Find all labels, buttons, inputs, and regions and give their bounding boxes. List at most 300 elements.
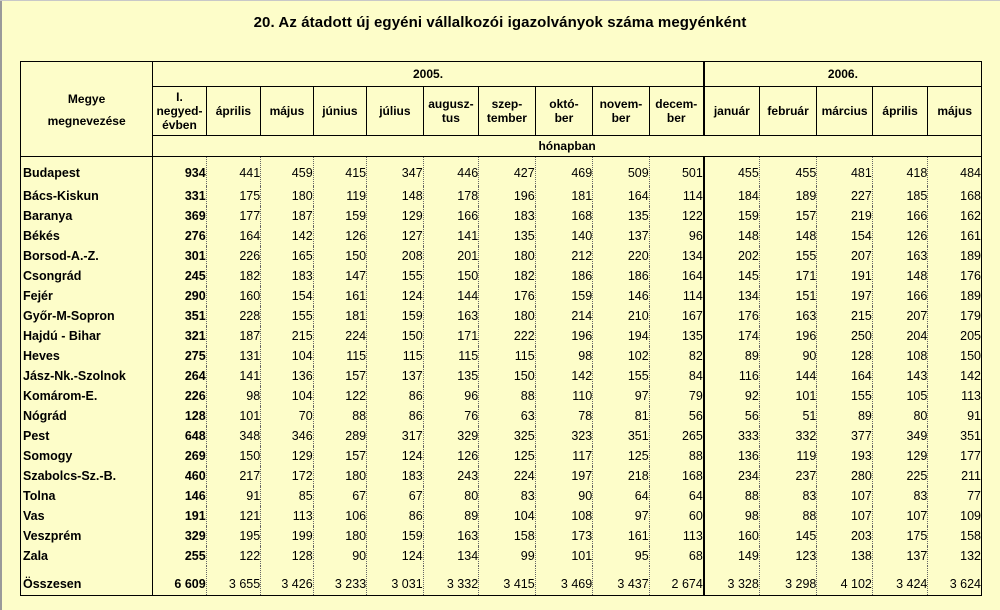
value-cell: 225 — [872, 466, 928, 486]
value-cell: 220 — [593, 246, 650, 266]
value-cell: 101 — [535, 546, 593, 566]
value-cell: 243 — [423, 466, 479, 486]
value-cell: 289 — [313, 426, 366, 446]
value-cell: 176 — [704, 306, 760, 326]
value-cell: 455 — [759, 157, 817, 187]
month-2005-header-line: július — [379, 104, 411, 118]
county-name: Pest — [21, 426, 153, 446]
value-cell: 77 — [928, 486, 982, 506]
value-cell: 134 — [704, 286, 760, 306]
value-cell: 176 — [479, 286, 536, 306]
total-value-cell: 3 437 — [593, 566, 650, 596]
value-cell: 177 — [928, 446, 982, 466]
county-name: Somogy — [21, 446, 153, 466]
value-cell: 176 — [928, 266, 982, 286]
value-cell: 212 — [535, 246, 593, 266]
value-cell: 164 — [593, 186, 650, 206]
value-cell: 83 — [479, 486, 536, 506]
value-cell: 155 — [817, 386, 873, 406]
value-cell: 155 — [759, 246, 817, 266]
value-cell: 321 — [153, 326, 206, 346]
value-cell: 159 — [367, 306, 424, 326]
value-cell: 104 — [261, 346, 313, 366]
month-2005-header — [367, 87, 424, 136]
month-2005-header-line: május — [269, 104, 305, 118]
value-cell: 331 — [153, 186, 206, 206]
value-cell: 155 — [261, 306, 313, 326]
value-cell: 159 — [313, 206, 366, 226]
value-cell: 329 — [153, 526, 206, 546]
value-cell: 166 — [423, 206, 479, 226]
value-cell: 180 — [313, 526, 366, 546]
value-cell: 204 — [872, 326, 928, 346]
value-cell: 427 — [479, 157, 536, 187]
page-title: 20. Az átadott új egyéni vállalkozói igazolványok száma megyénként — [253, 14, 747, 31]
value-cell: 134 — [649, 246, 704, 266]
value-cell: 351 — [928, 426, 982, 446]
value-cell: 91 — [928, 406, 982, 426]
table-body — [21, 157, 982, 596]
value-cell: 301 — [153, 246, 206, 266]
value-cell: 226 — [206, 246, 261, 266]
value-cell: 227 — [817, 186, 873, 206]
value-cell: 157 — [759, 206, 817, 226]
value-cell: 160 — [704, 526, 760, 546]
month-2005-header — [479, 87, 536, 136]
total-value-cell: 4 102 — [817, 566, 873, 596]
month-2006-header-line: május — [937, 104, 973, 118]
value-cell: 202 — [704, 246, 760, 266]
value-cell: 210 — [593, 306, 650, 326]
county-name: Szabolcs-Sz.-B. — [21, 466, 153, 486]
value-cell: 142 — [261, 226, 313, 246]
month-2005-header-line: június — [322, 104, 358, 118]
value-cell: 83 — [872, 486, 928, 506]
value-cell: 255 — [153, 546, 206, 566]
value-cell: 114 — [649, 186, 704, 206]
value-cell: 115 — [479, 346, 536, 366]
value-cell: 155 — [593, 366, 650, 386]
value-cell: 83 — [759, 486, 817, 506]
value-cell: 175 — [872, 526, 928, 546]
value-cell: 96 — [423, 386, 479, 406]
value-cell: 122 — [649, 206, 704, 226]
value-cell: 166 — [872, 286, 928, 306]
value-cell: 182 — [206, 266, 261, 286]
q1-header-line: évben — [162, 118, 197, 132]
value-cell: 97 — [593, 506, 650, 526]
value-cell: 184 — [704, 186, 760, 206]
value-cell: 126 — [423, 446, 479, 466]
value-cell: 346 — [261, 426, 313, 446]
county-name: Hajdú - Bihar — [21, 326, 153, 346]
value-cell: 125 — [479, 446, 536, 466]
value-cell: 86 — [367, 406, 424, 426]
month-2005-header-line: szep- — [491, 97, 523, 111]
table-row — [21, 246, 982, 266]
value-cell: 137 — [872, 546, 928, 566]
value-cell: 128 — [817, 346, 873, 366]
value-cell: 126 — [872, 226, 928, 246]
value-cell: 81 — [593, 406, 650, 426]
value-cell: 162 — [928, 206, 982, 226]
table-row — [21, 226, 982, 246]
value-cell: 222 — [479, 326, 536, 346]
value-cell: 141 — [423, 226, 479, 246]
value-cell: 203 — [817, 526, 873, 546]
value-cell: 86 — [367, 506, 424, 526]
value-cell: 218 — [593, 466, 650, 486]
value-cell: 168 — [535, 206, 593, 226]
table-row — [21, 506, 982, 526]
value-cell: 207 — [817, 246, 873, 266]
value-cell: 82 — [649, 346, 704, 366]
value-cell: 193 — [817, 446, 873, 466]
value-cell: 121 — [206, 506, 261, 526]
value-cell: 185 — [872, 186, 928, 206]
value-cell: 132 — [928, 546, 982, 566]
value-cell: 141 — [206, 366, 261, 386]
value-cell: 264 — [153, 366, 206, 386]
value-cell: 67 — [367, 486, 424, 506]
value-cell: 214 — [535, 306, 593, 326]
value-cell: 135 — [593, 206, 650, 226]
value-cell: 102 — [593, 346, 650, 366]
total-value-cell: 3 233 — [313, 566, 366, 596]
value-cell: 106 — [313, 506, 366, 526]
value-cell: 129 — [261, 446, 313, 466]
value-cell: 226 — [153, 386, 206, 406]
value-cell: 175 — [206, 186, 261, 206]
value-cell: 117 — [535, 446, 593, 466]
megye-header-line2: megnevezése — [47, 114, 126, 128]
county-name: Komárom-E. — [21, 386, 153, 406]
month-2005-header-line: októ- — [549, 97, 579, 111]
value-cell: 79 — [649, 386, 704, 406]
total-value-cell: 3 469 — [535, 566, 593, 596]
total-value-cell: 6 609 — [153, 566, 206, 596]
value-cell: 167 — [649, 306, 704, 326]
value-cell: 181 — [535, 186, 593, 206]
value-cell: 149 — [704, 546, 760, 566]
month-2005-header — [535, 87, 593, 136]
value-cell: 173 — [535, 526, 593, 546]
total-value-cell: 3 655 — [206, 566, 261, 596]
value-cell: 76 — [423, 406, 479, 426]
value-cell: 129 — [872, 446, 928, 466]
value-cell: 224 — [313, 326, 366, 346]
value-cell: 237 — [759, 466, 817, 486]
value-cell: 219 — [817, 206, 873, 226]
value-cell: 124 — [367, 286, 424, 306]
value-cell: 332 — [759, 426, 817, 446]
month-2006-header — [817, 87, 873, 136]
value-cell: 89 — [423, 506, 479, 526]
value-cell: 177 — [206, 206, 261, 226]
value-cell: 140 — [535, 226, 593, 246]
value-cell: 90 — [535, 486, 593, 506]
value-cell: 159 — [367, 526, 424, 546]
value-cell: 159 — [704, 206, 760, 226]
county-name: Csongrád — [21, 266, 153, 286]
q1-header — [153, 87, 206, 136]
month-2006-header-line: január — [713, 104, 750, 118]
value-cell: 92 — [704, 386, 760, 406]
value-cell: 150 — [479, 366, 536, 386]
value-cell: 265 — [649, 426, 704, 446]
value-cell: 88 — [704, 486, 760, 506]
value-cell: 123 — [759, 546, 817, 566]
value-cell: 180 — [479, 306, 536, 326]
value-cell: 124 — [367, 446, 424, 466]
value-cell: 163 — [423, 526, 479, 546]
value-cell: 280 — [817, 466, 873, 486]
total-value-cell: 3 031 — [367, 566, 424, 596]
month-2005-header-line: ber — [666, 111, 686, 125]
value-cell: 245 — [153, 266, 206, 286]
value-cell: 131 — [206, 346, 261, 366]
value-cell: 99 — [479, 546, 536, 566]
month-2005-header — [649, 87, 704, 136]
value-cell: 196 — [479, 186, 536, 206]
value-cell: 349 — [872, 426, 928, 446]
value-cell: 163 — [423, 306, 479, 326]
value-cell: 119 — [759, 446, 817, 466]
value-cell: 126 — [313, 226, 366, 246]
value-cell: 88 — [759, 506, 817, 526]
value-cell: 196 — [535, 326, 593, 346]
value-cell: 163 — [872, 246, 928, 266]
county-name: Jász-Nk.-Szolnok — [21, 366, 153, 386]
value-cell: 161 — [313, 286, 366, 306]
value-cell: 98 — [206, 386, 261, 406]
value-cell: 194 — [593, 326, 650, 346]
value-cell: 80 — [872, 406, 928, 426]
table-row — [21, 546, 982, 566]
value-cell: 186 — [593, 266, 650, 286]
value-cell: 158 — [928, 526, 982, 546]
value-cell: 108 — [535, 506, 593, 526]
month-2005-header — [593, 87, 650, 136]
county-name: Tolna — [21, 486, 153, 506]
value-cell: 78 — [535, 406, 593, 426]
value-cell: 148 — [704, 226, 760, 246]
value-cell: 333 — [704, 426, 760, 446]
value-cell: 101 — [206, 406, 261, 426]
month-2006-header — [928, 87, 982, 136]
month-2005-header-line: ber — [611, 111, 631, 125]
table-row — [21, 406, 982, 426]
table-row — [21, 566, 982, 596]
month-2006-header-line: február — [767, 104, 809, 118]
value-cell: 179 — [928, 306, 982, 326]
value-cell: 317 — [367, 426, 424, 446]
honapban-header: hónapban — [153, 136, 982, 157]
month-2005-header-line: tember — [486, 111, 527, 125]
value-cell: 481 — [817, 157, 873, 187]
value-cell: 154 — [261, 286, 313, 306]
month-2005-header-line: decem- — [655, 97, 698, 111]
value-cell: 347 — [367, 157, 424, 187]
value-cell: 110 — [535, 386, 593, 406]
table-row — [21, 426, 982, 446]
q1-header-line: I. — [176, 90, 183, 104]
county-name: Nógrád — [21, 406, 153, 426]
value-cell: 329 — [423, 426, 479, 446]
value-cell: 201 — [423, 246, 479, 266]
value-cell: 84 — [649, 366, 704, 386]
value-cell: 180 — [313, 466, 366, 486]
value-cell: 64 — [593, 486, 650, 506]
value-cell: 135 — [649, 326, 704, 346]
value-cell: 90 — [313, 546, 366, 566]
data-table — [20, 61, 982, 596]
total-value-cell: 3 332 — [423, 566, 479, 596]
value-cell: 148 — [872, 266, 928, 286]
value-cell: 119 — [313, 186, 366, 206]
value-cell: 143 — [872, 366, 928, 386]
year-2006-header: 2006. — [704, 62, 982, 87]
value-cell: 224 — [479, 466, 536, 486]
value-cell: 148 — [759, 226, 817, 246]
value-cell: 150 — [928, 346, 982, 366]
value-cell: 134 — [423, 546, 479, 566]
value-cell: 165 — [261, 246, 313, 266]
value-cell: 197 — [817, 286, 873, 306]
value-cell: 164 — [206, 226, 261, 246]
value-cell: 161 — [593, 526, 650, 546]
value-cell: 116 — [704, 366, 760, 386]
month-2005-header — [423, 87, 479, 136]
value-cell: 187 — [206, 326, 261, 346]
table-row — [21, 186, 982, 206]
value-cell: 115 — [313, 346, 366, 366]
value-cell: 228 — [206, 306, 261, 326]
value-cell: 70 — [261, 406, 313, 426]
value-cell: 88 — [479, 386, 536, 406]
value-cell: 234 — [704, 466, 760, 486]
value-cell: 182 — [479, 266, 536, 286]
value-cell: 148 — [367, 186, 424, 206]
value-cell: 115 — [367, 346, 424, 366]
value-cell: 377 — [817, 426, 873, 446]
month-2005-header-line: ber — [554, 111, 574, 125]
value-cell: 147 — [313, 266, 366, 286]
value-cell: 160 — [206, 286, 261, 306]
value-cell: 418 — [872, 157, 928, 187]
value-cell: 150 — [367, 326, 424, 346]
value-cell: 158 — [479, 526, 536, 546]
value-cell: 275 — [153, 346, 206, 366]
total-value-cell: 3 424 — [872, 566, 928, 596]
value-cell: 144 — [759, 366, 817, 386]
value-cell: 186 — [535, 266, 593, 286]
table-row — [21, 446, 982, 466]
value-cell: 136 — [704, 446, 760, 466]
county-name: Bács-Kiskun — [21, 186, 153, 206]
value-cell: 113 — [649, 526, 704, 546]
table-row — [21, 466, 982, 486]
value-cell: 95 — [593, 546, 650, 566]
value-cell: 189 — [928, 286, 982, 306]
value-cell: 168 — [928, 186, 982, 206]
value-cell: 191 — [153, 506, 206, 526]
value-cell: 351 — [153, 306, 206, 326]
value-cell: 137 — [367, 366, 424, 386]
value-cell: 67 — [313, 486, 366, 506]
q1-header-line: negyed- — [156, 104, 203, 118]
value-cell: 122 — [206, 546, 261, 566]
table-row — [21, 266, 982, 286]
value-cell: 151 — [759, 286, 817, 306]
value-cell: 113 — [928, 386, 982, 406]
month-2006-header-line: március — [821, 104, 868, 118]
value-cell: 174 — [704, 326, 760, 346]
value-cell: 415 — [313, 157, 366, 187]
table-row — [21, 157, 982, 187]
value-cell: 104 — [261, 386, 313, 406]
value-cell: 189 — [759, 186, 817, 206]
value-cell: 455 — [704, 157, 760, 187]
value-cell: 183 — [367, 466, 424, 486]
value-cell: 290 — [153, 286, 206, 306]
value-cell: 180 — [261, 186, 313, 206]
value-cell: 208 — [367, 246, 424, 266]
value-cell: 205 — [928, 326, 982, 346]
value-cell: 60 — [649, 506, 704, 526]
value-cell: 144 — [423, 286, 479, 306]
value-cell: 178 — [423, 186, 479, 206]
value-cell: 114 — [649, 286, 704, 306]
value-cell: 348 — [206, 426, 261, 446]
value-cell: 135 — [479, 226, 536, 246]
month-2006-header — [704, 87, 760, 136]
total-value-cell: 2 674 — [649, 566, 704, 596]
county-name: Zala — [21, 546, 153, 566]
value-cell: 211 — [928, 466, 982, 486]
value-cell: 129 — [367, 206, 424, 226]
value-cell: 460 — [153, 466, 206, 486]
value-cell: 150 — [313, 246, 366, 266]
value-cell: 122 — [313, 386, 366, 406]
value-cell: 98 — [704, 506, 760, 526]
month-2005-header-line: tus — [441, 111, 460, 125]
value-cell: 104 — [479, 506, 536, 526]
value-cell: 64 — [649, 486, 704, 506]
county-name: Békés — [21, 226, 153, 246]
county-name: Győr-M-Sopron — [21, 306, 153, 326]
value-cell: 189 — [928, 246, 982, 266]
county-name: Fejér — [21, 286, 153, 306]
value-cell: 68 — [649, 546, 704, 566]
total-label: Összesen — [21, 566, 153, 596]
year-2005-header: 2005. — [153, 62, 704, 87]
value-cell: 157 — [313, 366, 366, 386]
value-cell: 150 — [423, 266, 479, 286]
month-header-row — [21, 87, 982, 136]
total-value-cell: 3 624 — [928, 566, 982, 596]
value-cell: 145 — [759, 526, 817, 546]
value-cell: 107 — [817, 506, 873, 526]
value-cell: 86 — [367, 386, 424, 406]
value-cell: 145 — [704, 266, 760, 286]
value-cell: 109 — [928, 506, 982, 526]
value-cell: 183 — [261, 266, 313, 286]
value-cell: 199 — [261, 526, 313, 546]
value-cell: 157 — [313, 446, 366, 466]
value-cell: 181 — [313, 306, 366, 326]
month-2006-header — [759, 87, 817, 136]
